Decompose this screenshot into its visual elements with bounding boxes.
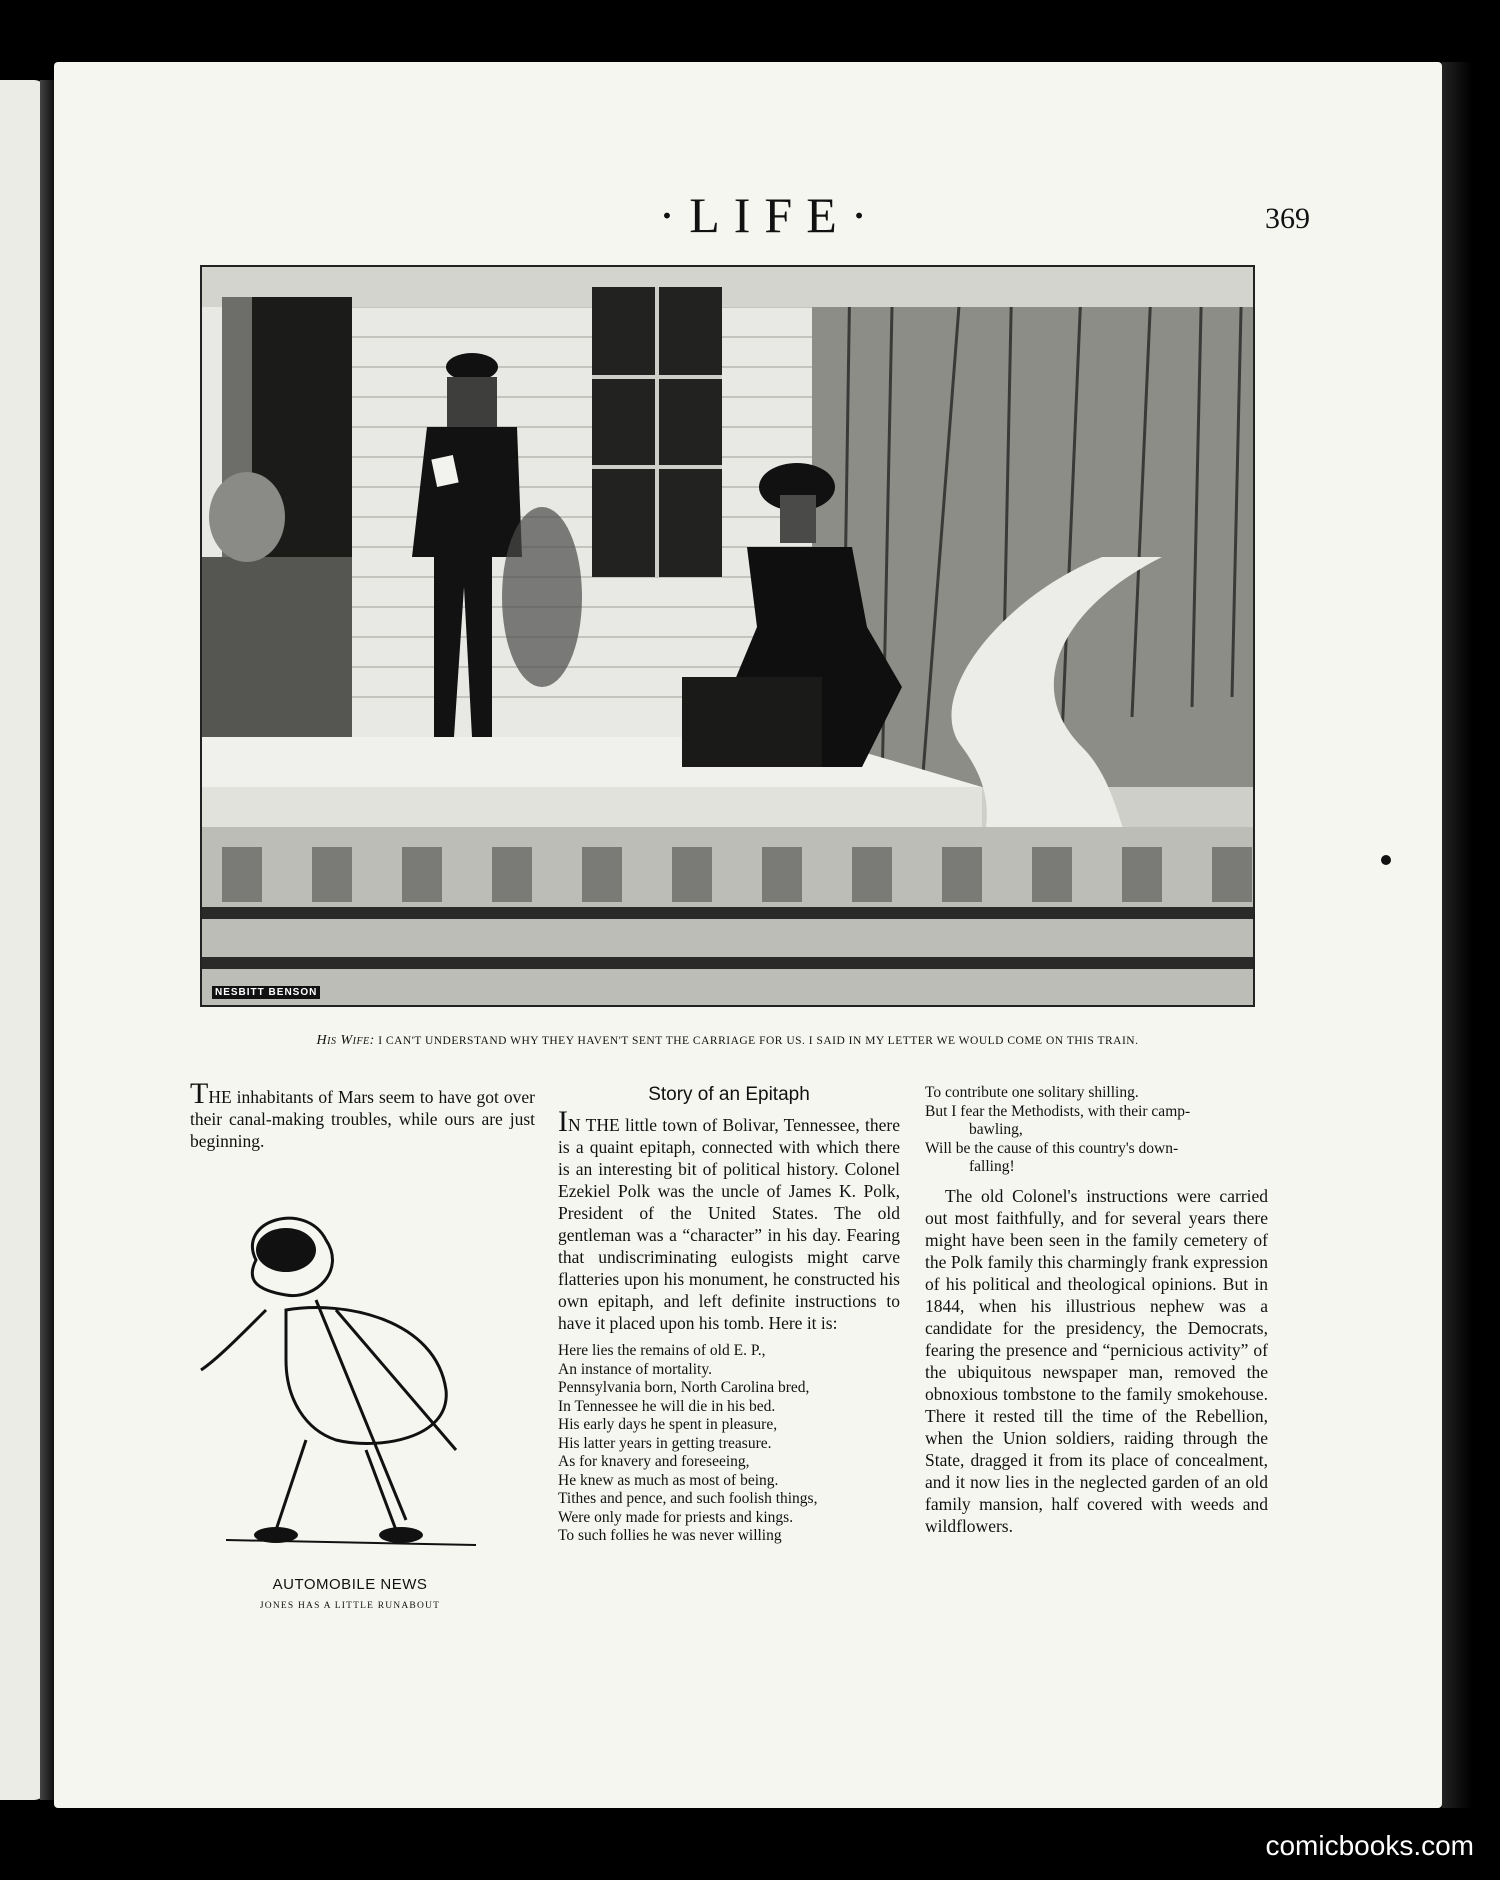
mars-paragraph [190,1077,535,1152]
story-intro-text: N THE little town of Bolivar, Tennessee, there is a quaint epitaph, connected with which there is an interesting bit of political history. Colonel Ezekiel Polk was the uncle of James K. Polk, President of the United States. The old gentleman was a “character” in his day. Fearing that undiscriminating eulogists might carve flatteries upon his monument, he constructed his own epitaph, and left definite instructions to have it placed upon his tomb. Here it is: [558,1115,900,1333]
illustration-caption [200,1033,1255,1049]
verse-line: Pennsylvania born, North Carolina bred, [558,1379,810,1396]
verse-line: bawling, [969,1121,1023,1138]
verse-line: His early days he spent in pleasure, [558,1416,778,1433]
verse-line: Here lies the remains of old E. P., [558,1342,766,1359]
column-middle [558,1084,900,1554]
cartoon-subtitle: JONES HAS A LITTLE RUNABOUT [259,1601,441,1611]
verse-line: To such follies he was never willing [558,1527,782,1544]
verse-line: His latter years in getting treasure. [558,1434,772,1452]
story-title: Story of an Epitaph [648,1084,810,1105]
cartoon-drawing [196,1200,496,1550]
verse-line: Tithes and pence, and such foolish things, [558,1490,818,1507]
verse-line: He knew as much as most of being. [558,1471,779,1489]
station-platform-drawing [202,267,1253,1005]
story-conclusion: The old Colonel's instructions were carried out most faithfully, and for several years there might have been seen in the family cemetery of the Polk family this charmingly frank expression of his political and theological opinions. But in 1844, when his illustrious nephew was a candidate for the presidency, the Democrats, fearing the presence and “pernicious activity” of the ubiquitous newspaper man, removed the obnoxious tombstone to the family smokehouse. There it rested till the time of the Rebellion, when the Union soldiers, raiding through the State, dragged it from its place of concealment, and it now lies in the neglected garden of an old family mansion, half covered with weeds and wildflowers. [925,1185,1268,1536]
page-edge-shadow [1442,62,1472,1808]
main-illustration [200,265,1255,1007]
verse-line: An instance of mortality. [558,1360,712,1378]
page-number: 369 [1265,202,1310,235]
masthead: ·LIFE· [658,187,882,243]
watermark: comicbooks.com [1265,1830,1474,1861]
verse-line: falling! [969,1158,1015,1175]
drop-initial: I [558,1105,568,1138]
page-mark [1381,855,1391,865]
epitaph-verse [558,1342,900,1546]
artist-signature: NESBITT BENSON [212,986,320,999]
verse-line: To contribute one solitary shilling. [925,1084,1139,1101]
verse-line: But I fear the Methodists, with their camp- [925,1102,1191,1120]
caption-speaker: His Wife: [316,1033,375,1048]
verse-line: As for knavery and foreseeing, [558,1453,750,1470]
mars-text: HE inhabitants of Mars seem to have got over their canal-making troubles, while ours are just beginning. [190,1087,535,1151]
verse-line: In Tennessee he will die in his bed. [558,1397,776,1415]
cartoon-title: AUTOMOBILE NEWS [272,1576,428,1593]
column-left [190,1077,535,1152]
verse-line: Were only made for priests and kings. [558,1508,794,1526]
verse-line: Will be the cause of this country's down- [925,1139,1179,1157]
drop-initial: T [190,1077,209,1110]
story-intro [558,1105,900,1334]
column-right [925,1084,1268,1537]
caption-text: I CAN'T UNDERSTAND WHY THEY HAVEN'T SENT THE CARRIAGE FOR US. I SAID IN MY LETTER WE WOULD COME ON THIS TRAIN. [378,1035,1139,1047]
epitaph-verse-continued [925,1084,1268,1177]
